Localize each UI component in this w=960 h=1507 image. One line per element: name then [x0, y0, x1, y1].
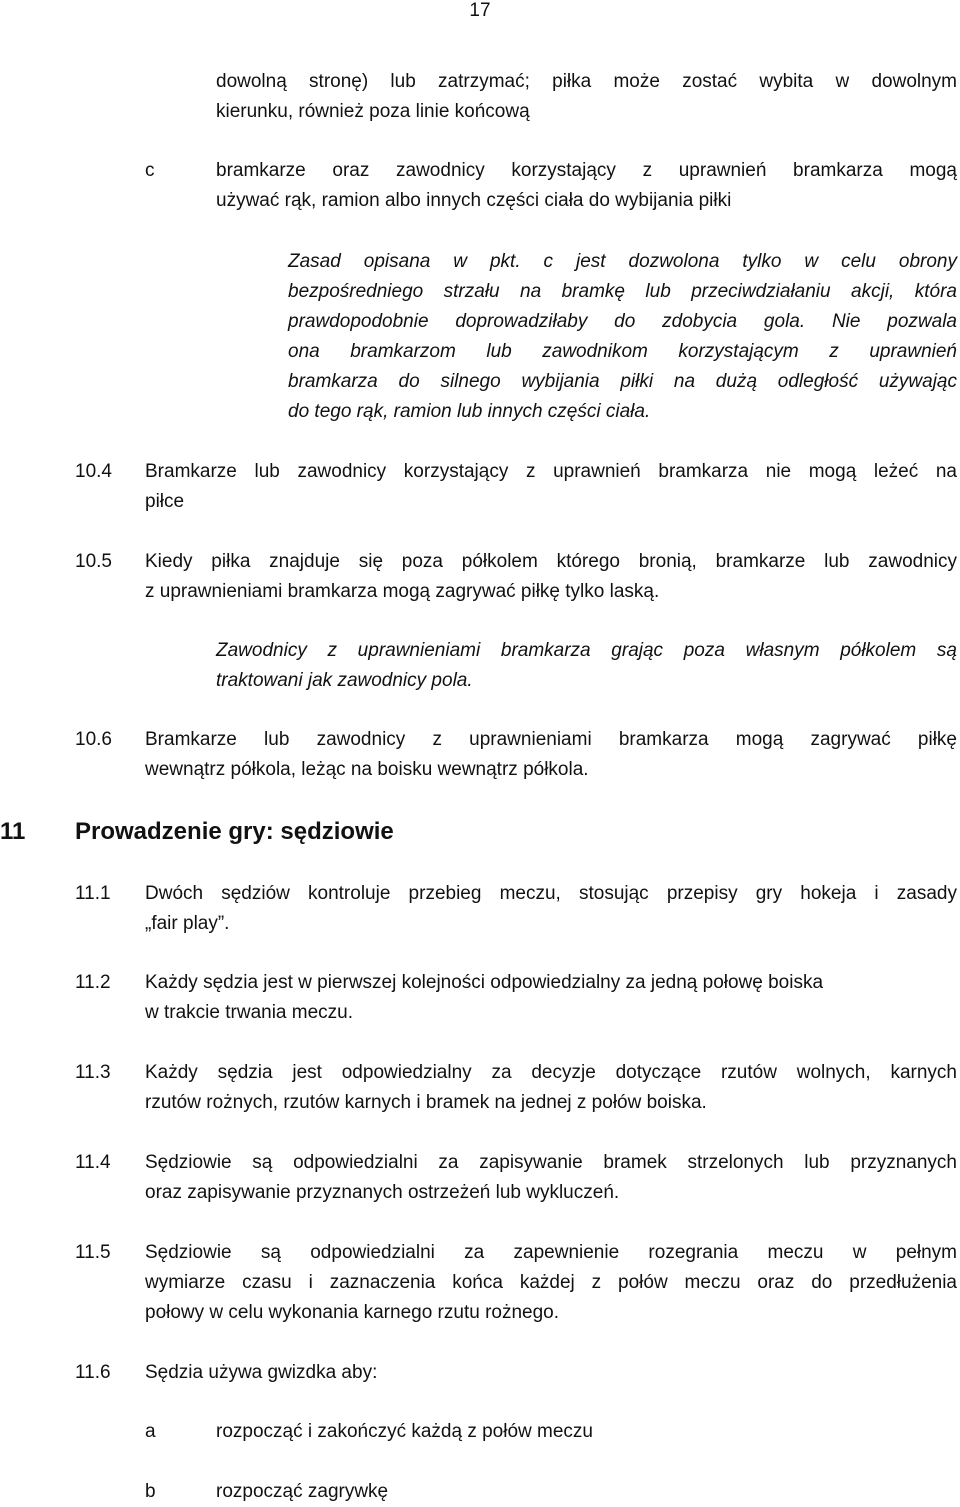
- text-line: „fair play”.: [145, 913, 230, 934]
- text-line: bezpośredniego strzału na bramkę lub przeciwdziałaniu akcji, która: [288, 281, 957, 302]
- text-line: do tego rąk, ramion lub innych części ciała.: [288, 401, 651, 422]
- section-10-6: [145, 725, 957, 785]
- list-marker: b: [145, 1481, 156, 1502]
- page-number: 17: [469, 0, 491, 21]
- section-number: 11.2: [75, 972, 111, 993]
- list-marker: c: [145, 160, 155, 181]
- text-line: Kiedy piłka znajduje się poza półkolem którego bronią, bramkarze lub zawodnicy: [145, 551, 957, 572]
- text-line: Zawodnicy z uprawnieniami bramkarza grając poza własnym półkolem są: [216, 640, 957, 661]
- section-number: 11.6: [75, 1362, 111, 1383]
- text-line: w trakcie trwania meczu.: [145, 1002, 354, 1023]
- section-11-2: [145, 968, 957, 1028]
- list-marker: a: [145, 1421, 156, 1442]
- text-line: Każdy sędzia jest w pierwszej kolejności odpowiedzialny za jedną połowę boiska: [145, 972, 824, 993]
- section-number: 11.1: [75, 883, 111, 904]
- text-line: prawdopodobnie doprowadziłaby do zdobycia gola. Nie pozwala: [288, 311, 957, 332]
- section-number: 11.4: [75, 1152, 111, 1173]
- note-paragraph: [216, 636, 957, 696]
- section-11-6: [145, 1358, 957, 1388]
- section-10-4: [145, 457, 957, 517]
- text-line: połowy w celu wykonania karnego rzutu rożnego.: [145, 1302, 560, 1323]
- text-line: wymiarze czasu i zaznaczenia końca każdej z połów meczu oraz do przedłużenia: [145, 1272, 957, 1293]
- text-line: traktowani jak zawodnicy pola.: [216, 670, 473, 691]
- section-number: 10.6: [75, 729, 112, 750]
- text-line: wewnątrz półkola, leżąc na boisku wewnątrz półkola.: [145, 759, 589, 780]
- note-paragraph: [288, 247, 957, 427]
- heading-number: 11: [0, 818, 26, 845]
- text-line: Zasad opisana w pkt. c jest dozwolona tylko w celu obrony: [288, 251, 957, 272]
- text-line: bramkarza do silnego wybijania piłki na dużą odległość używając: [288, 371, 957, 392]
- text-line: używać rąk, ramion albo innych części ciała do wybijania piłki: [216, 190, 732, 211]
- section-10-5: [145, 547, 957, 607]
- text-line: Bramkarze lub zawodnicy korzystający z uprawnień bramkarza nie mogą leżeć na: [145, 461, 957, 482]
- section-number: 10.5: [75, 551, 112, 572]
- text-line: Dwóch sędziów kontroluje przebieg meczu, stosując przepisy gry hokeja i zasady: [145, 883, 957, 904]
- section-11-4: [145, 1148, 957, 1208]
- list-item-a: rozpocząć i zakończyć każdą z połów meczu: [216, 1421, 593, 1442]
- text-line: z uprawnieniami bramkarza mogą zagrywać piłkę tylko laską.: [145, 581, 660, 602]
- text-line: dowolną stronę) lub zatrzymać; piłka może zostać wybita w dowolnym: [216, 71, 957, 92]
- section-11-1: [145, 879, 957, 939]
- text-line: Sędzia używa gwizdka aby:: [145, 1362, 378, 1383]
- text-line: Bramkarze lub zawodnicy z uprawnieniami bramkarza mogą zagrywać piłkę: [145, 729, 957, 750]
- text-line: Sędziowie są odpowiedzialni za zapisywanie bramek strzelonych lub przyznanych: [145, 1152, 957, 1173]
- text-line: Każdy sędzia jest odpowiedzialny za decyzje dotyczące rzutów wolnych, karnych: [145, 1062, 957, 1083]
- section-number: 11.5: [75, 1242, 111, 1263]
- text-line: rzutów rożnych, rzutów karnych i bramek na jednej z połów boiska.: [145, 1092, 707, 1113]
- section-heading: Prowadzenie gry: sędziowie: [75, 818, 394, 845]
- text-line: Sędziowie są odpowiedzialni za zapewnienie rozegrania meczu w pełnym: [145, 1242, 957, 1263]
- list-item-b: rozpocząć zagrywkę: [216, 1481, 389, 1502]
- section-11-5: [145, 1238, 957, 1328]
- text-line: oraz zapisywanie przyznanych ostrzeżeń lub wykluczeń.: [145, 1182, 620, 1203]
- text-line: ona bramkarzom lub zawodnikom korzystającym z uprawnień: [288, 341, 957, 362]
- section-number: 10.4: [75, 461, 112, 482]
- text-line: bramkarze oraz zawodnicy korzystający z uprawnień bramkarza mogą: [216, 160, 957, 181]
- section-number: 11.3: [75, 1062, 111, 1083]
- continuation-text: [216, 67, 957, 127]
- text-line: piłce: [145, 491, 185, 512]
- text-line: kierunku, również poza linie końcową: [216, 101, 530, 122]
- list-item-c: [216, 156, 957, 216]
- section-11-3: [145, 1058, 957, 1118]
